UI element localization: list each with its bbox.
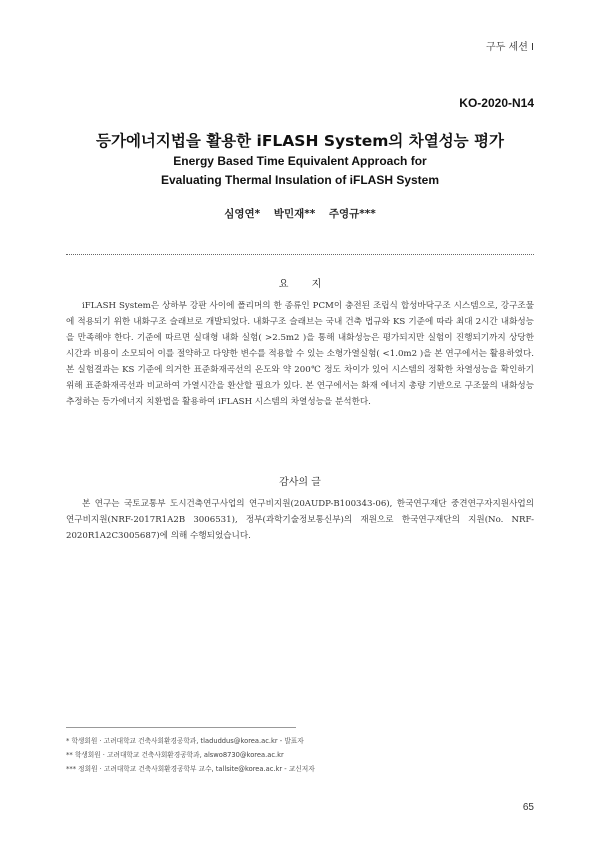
author-3: 주영규*** <box>328 208 376 220</box>
abstract-body: iFLASH System은 상하부 강판 사이에 폴리머의 한 종류인 PCM이 충전된 조립식 합성바닥구조 시스템으로, 강구조물에 적용되기 위한 내화구조 슬래브로 개발되었다. 내화구조 슬래브는 국내 건축 법규와 KS 기준에 따라 최대 2시간 내화성능을 만족해야 한다. 기준에 따르면 실대형 내화 실험( >2.5m2 )을 통해 내화성능은 평가되지만 실험이 진행되기까지 상당한 시간과 비용이 소모되어 이를 절약하고 다양한 변수를 적용할 수 있는 소형가열실험( <1.0m2 )을 본 연구에서는 활용하였다. 본 실험결과는 KS 기준에 의거한 표준화재곡선의 온도와 약 200℃ 정도 차이가 있어 시스템의 정확한 차열성능을 확인하기 위해 표준화재곡선과 비교하여 가열시간을 환산할 필요가 있다. 본 연구에서는 화재 에너지 총량 기반으로 구조물의 내화성능 추정하는 등가에너지 치환법을 활용하여 iFLASH 시스템의 차열성능을 분석한다. <box>66 301 534 407</box>
author-1: 심영연* <box>224 208 261 220</box>
acknowledgement-heading: 감사의 글 <box>279 477 321 488</box>
author-list <box>0 206 600 221</box>
acknowledgement-body: 본 연구는 국토교통부 도시건축연구사업의 연구비지원(20AUDP-B100343-06), 한국연구재단 중견연구자지원사업의 연구비지원(NRF-2017R1A2B 3006531), 정부(과학기술정보통신부)의 재원으로 한국연구재단의 지원(No. NRF-2020R1A2C3005687)에 의해 수행되었습니다. <box>66 499 534 541</box>
footnote: * 학생회원 · 고려대학교 건축사회환경공학과, tladuddus@korea.ac.kr - 발표자 <box>66 737 304 745</box>
author-2: 박민재** <box>273 208 316 220</box>
footnote: ** 학생회원 · 고려대학교 건축사회환경공학과, alswo8730@korea.ac.kr <box>66 751 284 759</box>
paper-code: KO-2020-N14 <box>459 96 534 110</box>
footnote-divider <box>66 727 296 728</box>
title-english-line1: Energy Based Time Equivalent Approach for <box>173 154 427 168</box>
footnotes <box>66 734 534 776</box>
title-korean: 등가에너지법을 활용한 iFLASH System의 차열성능 평가 <box>96 132 504 150</box>
abstract-heading: 요 지 <box>278 279 332 290</box>
title-english-line2: Evaluating Thermal Insulation of iFLASH System <box>160 173 440 187</box>
divider <box>66 254 534 255</box>
footnote: *** 정회원 · 고려대학교 건축사회환경공학부 교수, tallsite@korea.ac.kr - 교신저자 <box>66 765 315 773</box>
running-header: 구두 세션 Ⅰ <box>486 42 534 53</box>
page-number: 65 <box>522 802 534 813</box>
